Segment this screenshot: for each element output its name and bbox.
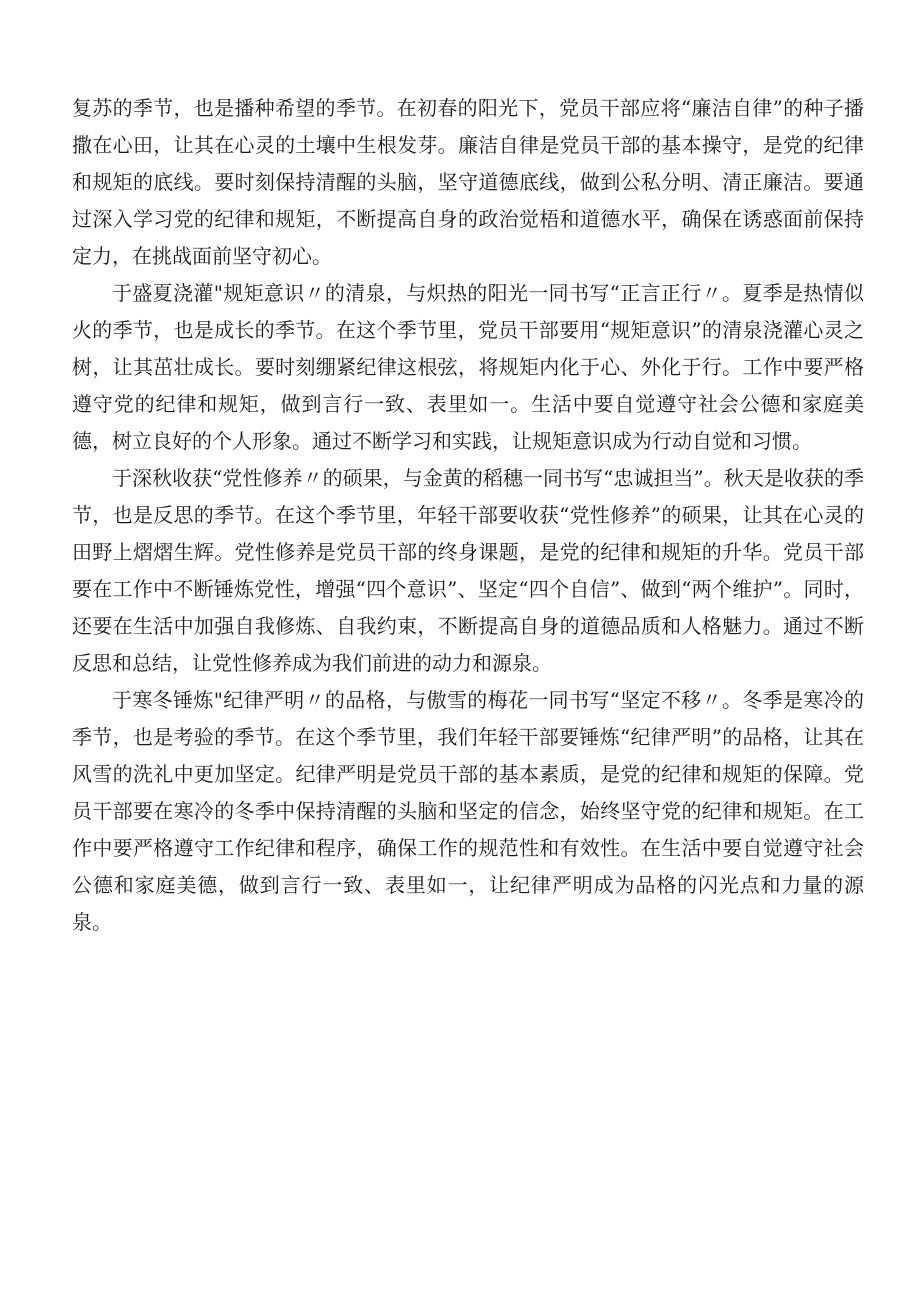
paragraph-spring-continued: 复苏的季节，也是播种希望的季节。在初春的阳光下，党员干部应将“廉洁自律”的种子播撒在心田，让其在心灵的土壤中生根发芽。廉洁自律是党员干部的基本操守，是党的纪律和规矩的底线。要时刻保持清醒的头脑，坚守道德底线，做到公私分明、清正廉洁。要通过深入学习党的纪律和规矩，不断提高自身的政治觉梧和道德水平，确保在诱惑面前保持定力，在挑战面前坚守初心。 [72, 96, 864, 268]
paragraph-summer: 于盛夏浇灌"规矩意识〃的清泉，与炽热的阳光一同书写“正言正行〃。夏季是热情似火的季节，也是成长的季节。在这个季节里，党员干部要用“规矩意识”的清泉浇灌心灵之树，让其茁壮成长。要时刻绷紧纪律这根弦，将规矩内化于心、外化于行。工作中要严格遵守党的纪律和规矩，做到言行一致、表里如一。生活中要自觉遵守社会公德和家庭美德，树立良好的个人形象。通过不断学习和实践，让规矩意识成为行动自觉和习惯。 [72, 281, 864, 453]
paragraph-autumn: 于深秋收获“党性修养〃的硕果，与金黄的稻穗一同书写“忠诚担当”。秋天是收获的季节，也是反思的季节。在这个季节里，年轻干部要收获“党性修养”的硕果，让其在心灵的田野上熠熠生辉。党性修养是党员干部的终身课题，是党的纪律和规矩的升华。党员干部要在工作中不断锤炼党性，增强“四个意识”、坚定“四个自信”、做到“两个维护”。同时，还要在生活中加强自我修炼、自我约束，不断提高自身的道德品质和人格魅力。通过不断反思和总结，让党性修养成为我们前进的动力和源泉。 [72, 466, 864, 675]
document-body [72, 90, 864, 941]
paragraph-winter: 于寒冬锤炼"纪律严明〃的品格，与傲雪的梅花一同书写“坚定不移〃。冬季是寒冷的季节，也是考验的季节。在这个季节里，我们年轻干部要锤炼“纪律严明”的品格，让其在风雪的洗礼中更加坚定。纪律严明是党员干部的基本素质，是党的纪律和规矩的保障。党员干部要在寒冷的冬季中保持清醒的头脑和坚定的信念，始终坚守党的纪律和规矩。在工作中要严格遵守工作纪律和程序，确保工作的规范性和有效性。在生活中要自觉遵守社会公德和家庭美德，做到言行一致、表里如一，让纪律严明成为品格的闪光点和力量的源泉。 [72, 688, 864, 934]
